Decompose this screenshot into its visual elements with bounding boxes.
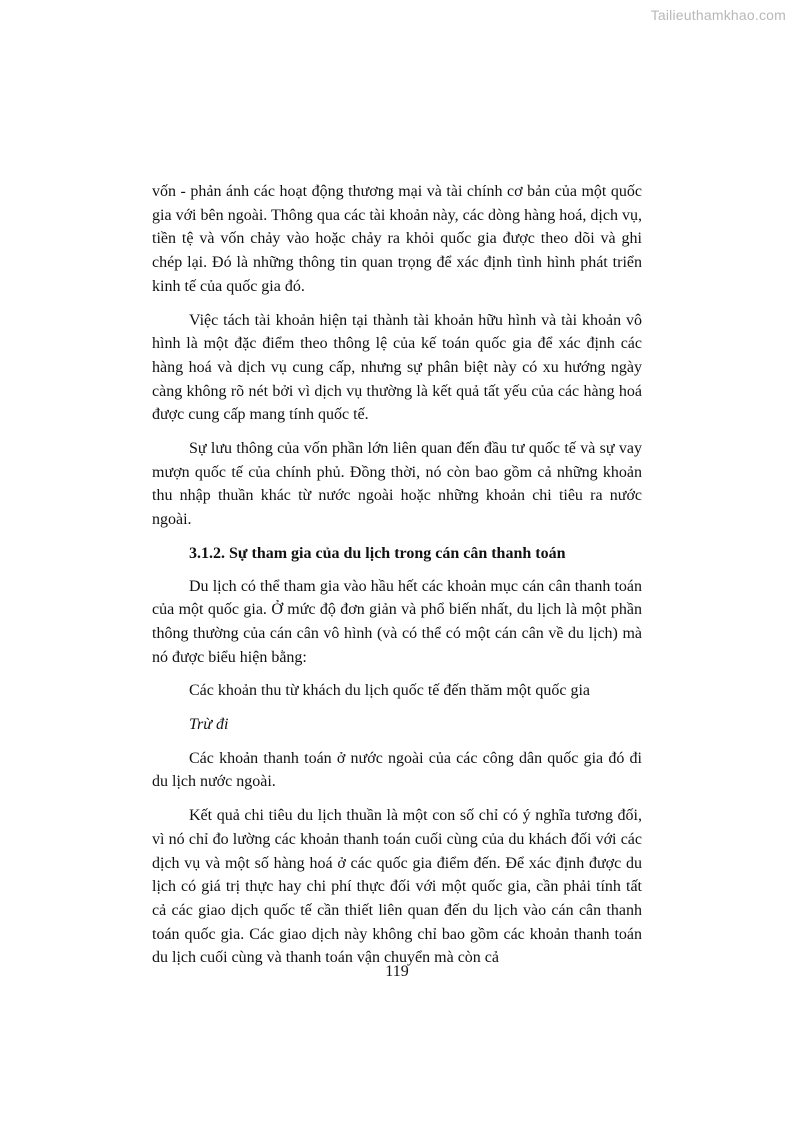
paragraph-tourism-participation: Du lịch có thể tham gia vào hầu hết các khoản mục cán cân thanh toán của một quốc gia. Ở mức độ đơn giản và phổ biến nhất, du lịch là một phần thông thường của cán cân vô hình (và có thể có một cán cân về du lịch) mà nó được biểu hiện bằng: <box>152 577 642 666</box>
paragraph-visible-invisible-accounts: Việc tách tài khoản hiện tại thành tài khoản hữu hình và tài khoản vô hình là một đặc điểm theo thông lệ của kế toán quốc gia để xác định các hàng hoá và dịch vụ cung cấp, nhưng sự phân biệt này có xu hướng ngày càng không rõ nét bởi vì dịch vụ thường là kết quả tất yếu của các hàng hoá được cung cấp mang tính quốc tế. <box>152 311 642 424</box>
section-heading: 3.1.2. Sự tham gia của du lịch trong cán cân thanh toán <box>189 544 566 562</box>
paragraph-tourist-receipts: Các khoản thu từ khách du lịch quốc tế đến thăm một quốc gia <box>189 682 591 700</box>
paragraph-minus: Trừ đi <box>189 716 229 734</box>
paragraph-capital-flows-intro: vốn - phản ánh các hoạt động thương mại và tài chính cơ bản của một quốc gia với bên ngoài. Thông qua các tài khoản này, các dòng hàng hoá, dịch vụ, tiền tệ và vốn chảy vào hoặc chảy ra khỏi quốc gia được theo dõi và ghi chép lại. Đó là những thông tin quan trọng để xác định tình hình phát triển kinh tế của quốc gia đó. <box>152 183 642 295</box>
paragraph-outbound-payments: Các khoản thanh toán ở nước ngoài của các công dân quốc gia đó đi du lịch nước ngoài. <box>152 749 642 791</box>
watermark: Tailieuthamkhao.com <box>650 7 786 23</box>
paragraph-capital-circulation: Sự lưu thông của vốn phần lớn liên quan đến đầu tư quốc tế và sự vay mượn quốc tế của chính phủ. Đồng thời, nó còn bao gồm cả những khoản thu nhập thuần khác từ nước ngoài hoặc những khoản chi tiêu ra nước ngoài. <box>152 440 642 529</box>
paragraph-net-tourism-spending: Kết quả chi tiêu du lịch thuần là một con số chỉ có ý nghĩa tương đối, vì nó chỉ đo lường các khoản thanh toán cuối cùng của du khách đối với các dịch vụ và một số hàng hoá ở các quốc gia điểm đến. Để xác định được du lịch có giá trị thực hay chi phí thực đối với một quốc gia, cần phải tính tất cả các giao dịch quốc tế cần thiết liên quan đến du lịch vào cán cân thanh toán quốc gia. Các giao dịch này không chỉ bao gồm các khoản thanh toán du lịch cuối cùng và thanh toán vận chuyển mà còn cả <box>152 807 642 967</box>
page-number: 119 <box>385 963 409 980</box>
page-body <box>152 180 642 980</box>
